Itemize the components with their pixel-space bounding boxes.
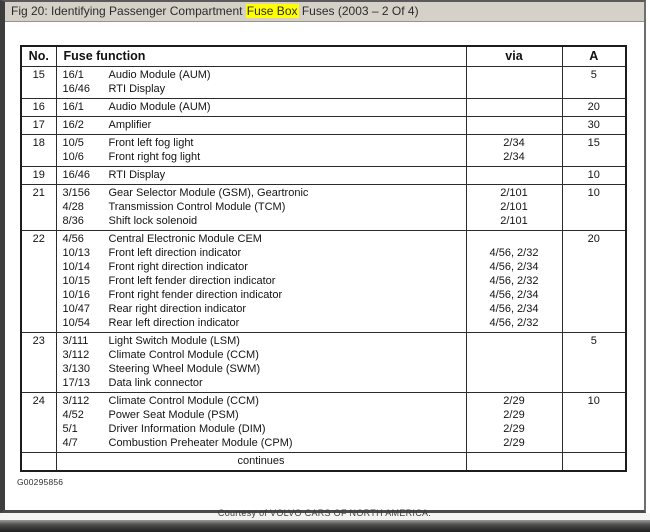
continues-row bbox=[21, 452, 626, 471]
fuse-number: 18 bbox=[21, 134, 56, 166]
component-code: 5/1 bbox=[62, 422, 78, 435]
courtesy-line: Courtesy of VOLVO CARS OF NORTH AMERICA. bbox=[217, 507, 432, 518]
amperage-cell: 30 bbox=[562, 116, 626, 134]
via-value bbox=[467, 82, 562, 96]
fuse-number: 22 bbox=[21, 230, 56, 332]
component-code: 3/130 bbox=[62, 362, 91, 375]
table-row bbox=[21, 66, 626, 98]
fuse-number: 21 bbox=[21, 184, 56, 230]
fuse-function-cell bbox=[56, 98, 466, 116]
component-description: RTI Display bbox=[108, 82, 166, 95]
component-code: 8/36 bbox=[62, 214, 84, 227]
header-via: via bbox=[466, 46, 562, 66]
fuse-table-header bbox=[21, 46, 626, 66]
component-code: 16/46 bbox=[62, 82, 91, 95]
via-cell bbox=[466, 134, 562, 166]
component-code: 16/1 bbox=[62, 68, 84, 81]
header-amperage: A bbox=[562, 46, 626, 66]
header-function: Fuse function bbox=[56, 46, 466, 66]
via-value: 2/101 bbox=[500, 214, 528, 227]
via-value bbox=[467, 168, 562, 182]
component-code: 10/47 bbox=[62, 302, 91, 315]
figure-title-prefix: Fig 20: Identifying Passenger Compartment bbox=[11, 4, 246, 18]
via-value: 2/34 bbox=[503, 136, 525, 149]
amperage-cell: 5 bbox=[562, 332, 626, 392]
via-cell bbox=[466, 66, 562, 98]
fuse-function-cell bbox=[56, 166, 466, 184]
via-cell bbox=[466, 98, 562, 116]
component-code: 16/46 bbox=[62, 168, 91, 181]
fuse-function-cell bbox=[56, 134, 466, 166]
component-code: 4/52 bbox=[62, 408, 84, 421]
via-value bbox=[467, 68, 562, 82]
continues-no-cell bbox=[21, 452, 56, 471]
component-description: Data link connector bbox=[108, 376, 203, 389]
table-row bbox=[21, 98, 626, 116]
component-code: 3/111 bbox=[62, 334, 89, 347]
component-code: 3/112 bbox=[62, 348, 90, 361]
amperage-cell: 10 bbox=[562, 166, 626, 184]
via-value: 4/56, 2/32 bbox=[489, 316, 539, 329]
component-description: Driver Information Module (DIM) bbox=[108, 422, 266, 435]
fuse-function-cell bbox=[56, 332, 466, 392]
fuse-function-cell bbox=[56, 392, 466, 452]
component-code: 4/28 bbox=[62, 200, 84, 213]
table-row bbox=[21, 166, 626, 184]
component-description: Gear Selector Module (GSM), Geartronic bbox=[108, 186, 309, 199]
component-description: Front left fender direction indicator bbox=[108, 274, 276, 287]
via-value bbox=[467, 376, 562, 390]
via-value: 4/56, 2/34 bbox=[489, 288, 539, 301]
amperage-cell: 10 bbox=[562, 184, 626, 230]
fuse-number: 23 bbox=[21, 332, 56, 392]
fuse-function-cell bbox=[56, 230, 466, 332]
via-value bbox=[467, 362, 562, 376]
component-code: 4/56 bbox=[62, 232, 84, 245]
component-description: Light Switch Module (LSM) bbox=[108, 334, 240, 347]
table-row bbox=[21, 116, 626, 134]
table-row bbox=[21, 184, 626, 230]
component-description: Shift lock solenoid bbox=[108, 214, 198, 227]
via-value: 4/56, 2/32 bbox=[489, 274, 539, 287]
fuse-number: 17 bbox=[21, 116, 56, 134]
via-value: 2/29 bbox=[503, 422, 525, 435]
component-code: 10/16 bbox=[62, 288, 91, 301]
component-description: Steering Wheel Module (SWM) bbox=[108, 362, 261, 375]
via-value: 2/29 bbox=[503, 436, 525, 449]
via-value: 4/56, 2/32 bbox=[489, 246, 539, 259]
fuse-table bbox=[20, 45, 627, 472]
amperage-cell: 20 bbox=[562, 98, 626, 116]
table-row bbox=[21, 392, 626, 452]
component-code: 16/1 bbox=[62, 100, 84, 113]
component-description: Front right direction indicator bbox=[108, 260, 248, 273]
via-cell bbox=[466, 166, 562, 184]
component-code: 3/156 bbox=[62, 186, 91, 199]
component-code: 10/14 bbox=[62, 260, 91, 273]
component-description: Rear right direction indicator bbox=[108, 302, 247, 315]
component-code: 10/54 bbox=[62, 316, 91, 329]
via-value bbox=[467, 100, 562, 114]
via-value: 4/56, 2/34 bbox=[489, 302, 539, 315]
component-description: Front right fog light bbox=[108, 150, 201, 163]
table-row bbox=[21, 134, 626, 166]
component-code: 3/112 bbox=[62, 394, 90, 407]
amperage-cell: 5 bbox=[562, 66, 626, 98]
component-code: 10/13 bbox=[62, 246, 91, 259]
via-value: 2/34 bbox=[503, 150, 525, 163]
component-description: Front left direction indicator bbox=[108, 246, 242, 259]
fuse-function-cell bbox=[56, 184, 466, 230]
amperage-cell: 10 bbox=[562, 392, 626, 452]
component-description: Central Electronic Module CEM bbox=[108, 232, 262, 245]
fuse-table-body bbox=[21, 66, 626, 452]
via-value: 2/101 bbox=[500, 186, 528, 199]
fuse-number: 19 bbox=[21, 166, 56, 184]
component-description: Combustion Preheater Module (CPM) bbox=[108, 436, 293, 449]
via-value bbox=[467, 232, 562, 246]
amperage-cell: 15 bbox=[562, 134, 626, 166]
via-value: 2/101 bbox=[500, 200, 528, 213]
component-description: Climate Control Module (CCM) bbox=[108, 394, 259, 407]
component-description: Front left fog light bbox=[108, 136, 194, 149]
component-description: Audio Module (AUM) bbox=[108, 100, 211, 113]
via-value: 2/29 bbox=[503, 394, 525, 407]
fuse-function-cell bbox=[56, 116, 466, 134]
component-description: Amplifier bbox=[108, 118, 152, 131]
figure-title-suffix: Fuses (2003 – 2 Of 4) bbox=[298, 4, 419, 18]
component-description: RTI Display bbox=[108, 168, 166, 181]
table-row bbox=[21, 332, 626, 392]
fuse-number: 15 bbox=[21, 66, 56, 98]
fuse-number: 24 bbox=[21, 392, 56, 452]
amperage-cell: 20 bbox=[562, 230, 626, 332]
component-code: 10/15 bbox=[62, 274, 91, 287]
via-cell bbox=[466, 332, 562, 392]
via-value: 4/56, 2/34 bbox=[489, 260, 539, 273]
continues-label: continues bbox=[56, 452, 466, 471]
header-no: No. bbox=[21, 46, 56, 66]
via-value bbox=[467, 334, 562, 348]
continues-amp-cell bbox=[562, 452, 626, 471]
component-description: Audio Module (AUM) bbox=[108, 68, 211, 81]
fuse-number: 16 bbox=[21, 98, 56, 116]
via-value bbox=[467, 118, 562, 132]
component-description: Climate Control Module (CCM) bbox=[108, 348, 259, 361]
component-description: Power Seat Module (PSM) bbox=[108, 408, 239, 421]
figure-title-bar bbox=[5, 2, 644, 22]
fuse-function-cell bbox=[56, 66, 466, 98]
via-cell bbox=[466, 184, 562, 230]
via-cell bbox=[466, 116, 562, 134]
component-code: 10/5 bbox=[62, 136, 84, 149]
via-cell bbox=[466, 230, 562, 332]
figure-title-highlight: Fuse Box bbox=[246, 4, 298, 18]
table-row bbox=[21, 230, 626, 332]
continues-via-cell bbox=[466, 452, 562, 471]
component-description: Rear left direction indicator bbox=[108, 316, 240, 329]
component-code: 10/6 bbox=[62, 150, 84, 163]
via-value bbox=[467, 348, 562, 362]
via-cell bbox=[466, 392, 562, 452]
component-code: 17/13 bbox=[62, 376, 91, 389]
component-description: Transmission Control Module (TCM) bbox=[108, 200, 286, 213]
bottom-window-edge bbox=[0, 520, 650, 532]
component-code: 16/2 bbox=[62, 118, 84, 131]
component-description: Front right fender direction indicator bbox=[108, 288, 283, 301]
figure-id: G00295856 bbox=[17, 476, 64, 487]
via-value: 2/29 bbox=[503, 408, 525, 421]
component-code: 4/7 bbox=[62, 436, 78, 449]
